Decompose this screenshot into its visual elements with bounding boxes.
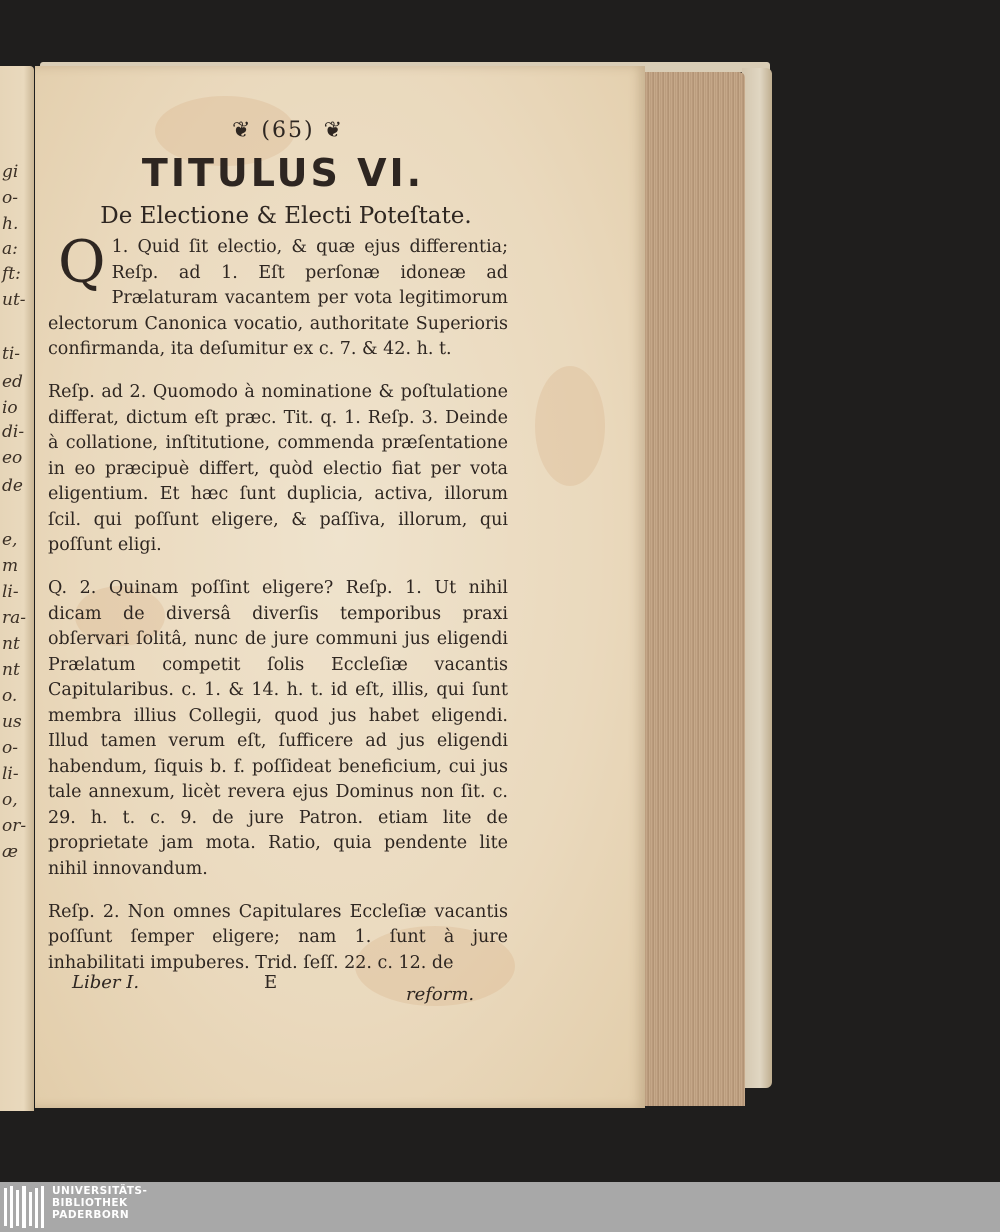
left-page-fragment: or- [2, 816, 27, 836]
left-page-fragment: de [2, 476, 23, 496]
left-page-fragment: gi [2, 162, 19, 182]
chapter-title: TITULUS VI. [141, 151, 425, 195]
left-page-fragment: eo [2, 448, 23, 468]
paper-stain [535, 366, 605, 486]
left-page-fragment: ft: [2, 264, 21, 284]
left-page-fragment: di- [2, 422, 25, 442]
page-block-edge [645, 72, 745, 1106]
left-page-fragment: a: [2, 239, 18, 259]
left-page-fragment: us [2, 712, 22, 732]
left-page-text-fragments [0, 66, 34, 1111]
left-page-fragment: e, [2, 530, 18, 550]
paragraph-1 [48, 228, 508, 363]
left-page-fragment: ti- [2, 344, 21, 364]
folio-text: (65) [261, 118, 315, 143]
catchword: reform. [406, 984, 475, 1005]
paragraph-3: Q. 2. Quinam poſſint eligere? Reſp. 1. Ut nihil dicam de diversâ diverſis temporibus praxi obſervari ſolitâ, nunc de jure communi jus eligendi Prælatum competit ſolis Eccleſiæ vacantis Capitularibus. c. 1. & 14. h. t. id eſt, illis, qui ſunt membra illius Collegii, quod jus habet eligendi. Illud tamen verum eſt, ſufficere ad jus eligendi habendum, ſiquis b. f. poſſideat beneficium, cui jus tale annexum, licèt revera ejus Dominus non ſit. c. 29. h. t. c. 9. de jure Patron. etiam lite de proprietate jam mota. Ratio, quia pendente lite nihil innovandum. [48, 578, 508, 879]
left-page-fragment: ed [2, 372, 23, 392]
library-logo-bar [0, 1182, 1000, 1232]
left-page-fragment: o, [2, 790, 18, 810]
paragraph-2: Reſp. ad 2. Quomodo à nominatione & poſtulatione differat, dictum eſt præc. Tit. q. 1. Reſp. 3. Deinde à collatione, inſtitutione, commenda præſentatione in eo præcipuè differt, quòd electio fiat per vota eligentium. Et hæc ſunt duplicia, activa, illorum ſcil. qui poſſunt eligere, & paſſiva, illorum, qui poſſunt eligi. [48, 382, 508, 555]
left-page-fragment: o. [2, 686, 18, 706]
left-page-fragment: io [2, 398, 18, 418]
left-page-edge [0, 66, 34, 1111]
left-page-fragment: li- [2, 582, 19, 602]
page-text [48, 118, 508, 994]
library-name-line3: PADERBORN [52, 1209, 130, 1221]
left-page-fragment: o- [2, 738, 18, 758]
page-number: ❦ (65) ❦ [231, 118, 345, 143]
library-name-line2: BIBLIOTHEK [52, 1197, 128, 1209]
left-page-fragment: o- [2, 188, 18, 208]
library-name-line1: UNIVERSITÄTS- [52, 1185, 148, 1197]
left-page-fragment: ut- [2, 290, 26, 310]
book-cover-board [742, 68, 772, 1088]
sheet-mark: E [264, 972, 278, 993]
left-page-fragment: nt [2, 634, 20, 654]
drop-cap: Q [58, 228, 106, 296]
left-page-fragment: æ [2, 842, 18, 862]
library-logo-icon [4, 1186, 44, 1228]
left-page-fragment: li- [2, 764, 19, 784]
left-page-fragment: m [2, 556, 19, 576]
paragraph-1-text: 1. Quid ſit electio, & quæ ejus differentia; Reſp. ad 1. Eſt perſonæ idoneæ ad Prælaturam vacantem per vota legitimorum electorum Canonica vocatio, authoritate Superioris confirmanda, ita deſumitur ex c. 7. & 42. h. t. [48, 237, 508, 359]
paragraph-4: Reſp. 2. Non omnes Capitulares Eccleſiæ vacantis poſſunt ſemper eligere; nam 1. ſunt à jure inhabilitati impuberes. Trid. ſeſſ. 22. c. 12. de [48, 901, 508, 973]
library-name [52, 1185, 147, 1221]
left-page-fragment: h. [2, 214, 19, 234]
chapter-subtitle: De Electione & Electi Poteſtate. [100, 203, 472, 229]
signature-mark: Liber I. [72, 972, 140, 993]
left-page-fragment: ra- [2, 608, 27, 628]
left-page-fragment: nt [2, 660, 20, 680]
